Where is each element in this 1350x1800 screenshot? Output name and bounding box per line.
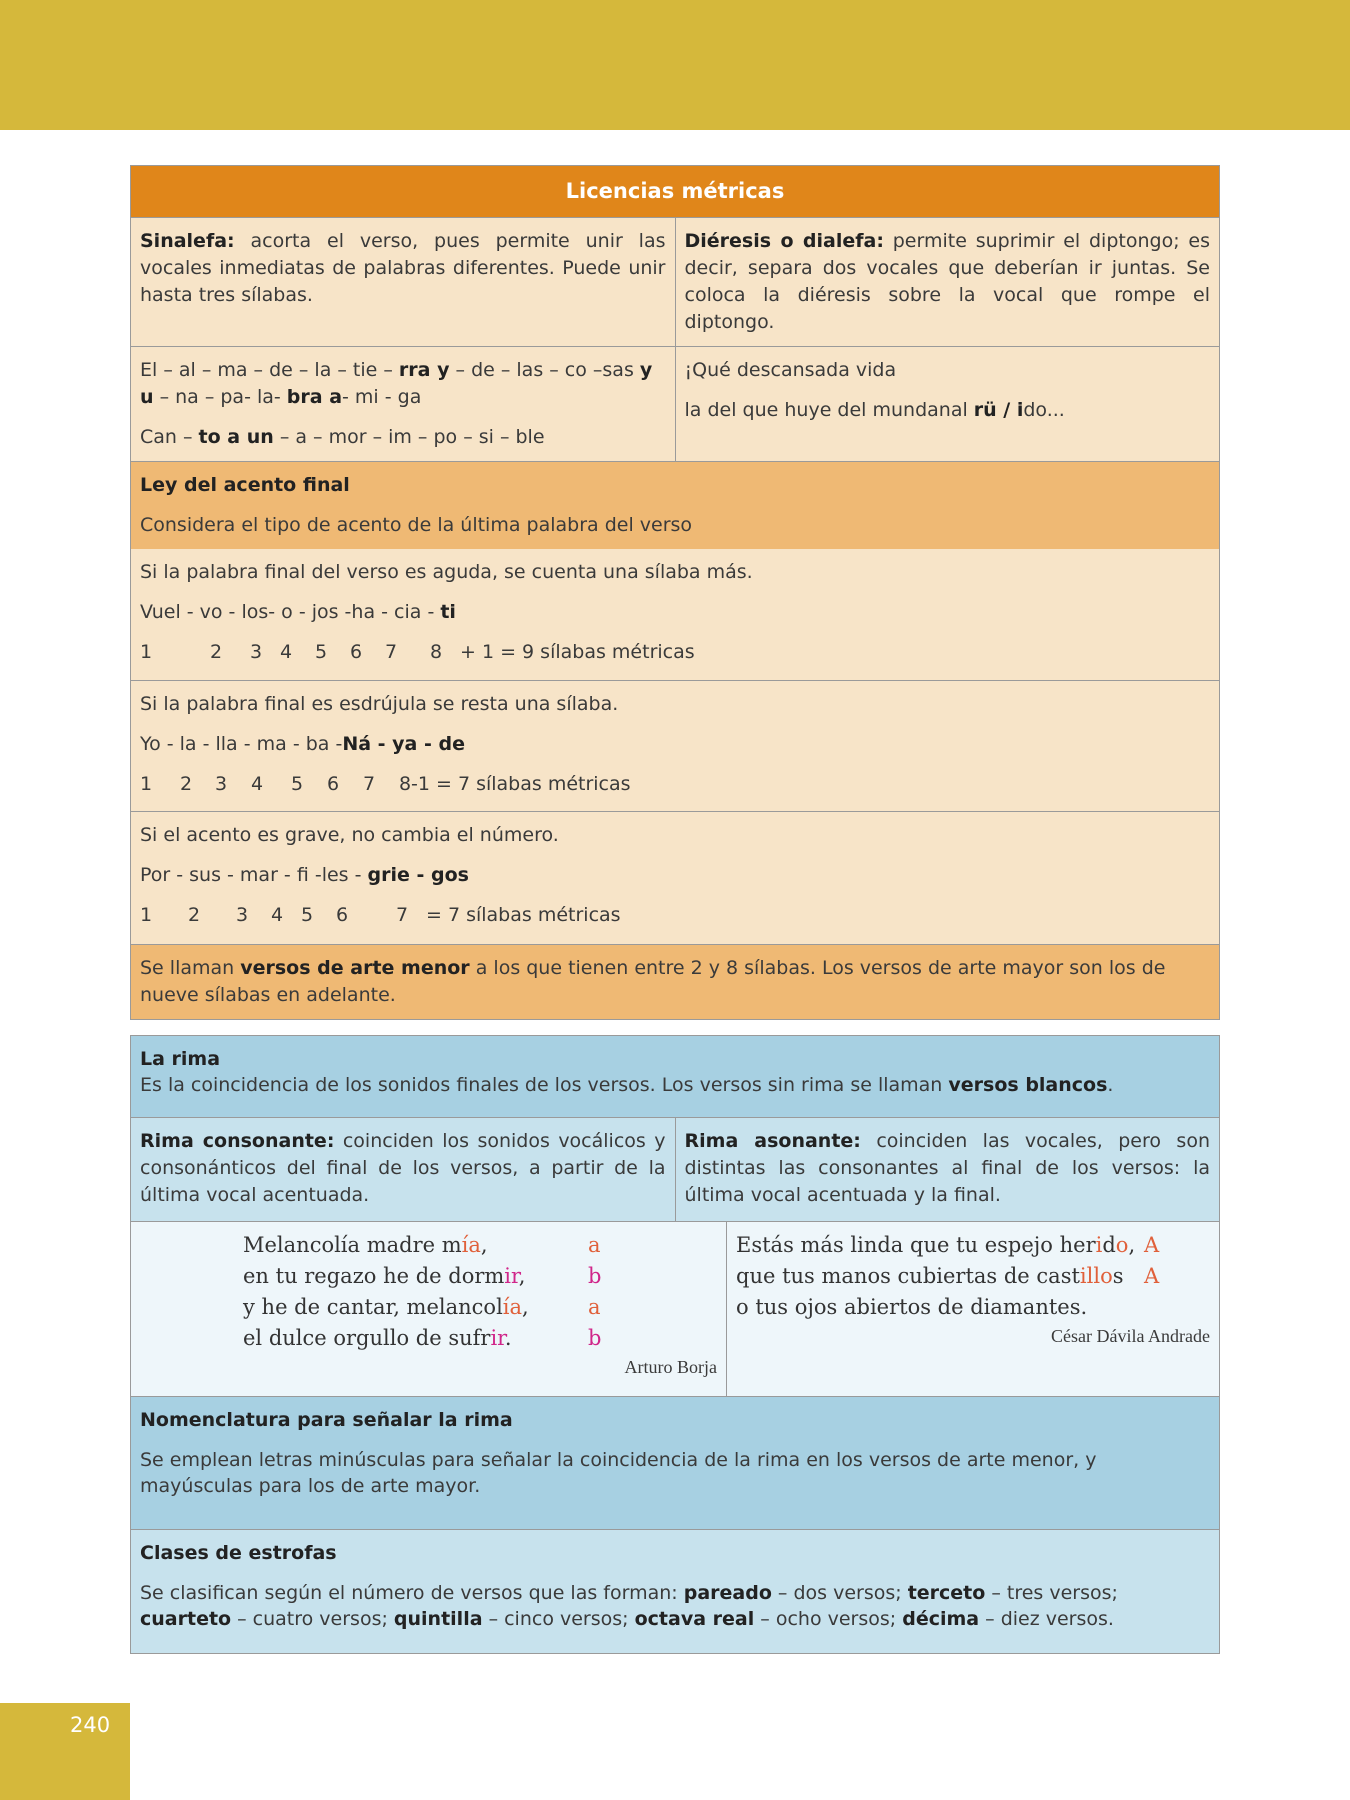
poem-consonante: Melancolía madre mía, a en tu regazo he de dormir, b y he de cantar, melancolía, a el dulce orgullo de sufrir. b Arturo Borja [131,1222,727,1396]
arte-menor-note: Se llaman versos de arte menor a los que tienen entre 2 y 8 sílabas. Los versos de arte mayor son los de nueve sílabas en adelante. [131,944,1219,1019]
rima-table [130,1035,1220,1654]
syllable-number: 1 [140,773,153,795]
syllable-number: 2 [180,773,193,795]
acento-case: Si el acento es grave, no cambia el número. Por - sus - mar - fi -les - grie - gos 1 2 3 4 5 6 7 = 7 sílabas métricas [131,811,1219,944]
syllable-number: 1 [140,904,153,926]
syllable-number: 5 [301,904,314,926]
poem-line: el dulce orgullo de sufrir. b [243,1323,717,1354]
syllable-number: 5 [315,641,328,663]
nomenclatura-section: Nomenclatura para señalar la rima Se emplean letras minúsculas para señalar la coincidencia de la rima en los versos de arte menor, y mayúsculas para los de arte mayor. [131,1396,1219,1529]
dieresis-cell: Diéresis o dialefa: permite suprimir el diptongo; es decir, separa dos vocales que deberían ir juntas. Se coloca la diéresis sobre la vocal que rompe el diptongo. [684,230,1211,333]
rima-asonante-cell: Rima asonante: coinciden las vocales, pero son distintas las consonantes al final de los versos: la última vocal acentuada y la final. [684,1130,1210,1206]
syllable-number: 8 [430,641,443,663]
syllable-number: 4 [251,773,264,795]
sinalefa-cell: Sinalefa: acorta el verso, pues permite unir las vocales inmediatas de palabras diferentes. Puede unir hasta tres sílabas. [131,218,676,346]
syllable-number: 5 [291,773,304,795]
syllable-number: 2 [188,904,201,926]
rhyme-letter: a [588,1233,601,1257]
rhyme-letter: A [1144,1264,1160,1288]
syllable-number: 3 [250,641,263,663]
syllable-number: 4 [271,904,284,926]
rhyme-letter: b [588,1264,602,1288]
syllable-number: 2 [210,641,223,663]
syllable-number: 6 [336,904,349,926]
rhyme-letter: b [588,1326,602,1350]
poem-line: que tus manos cubiertas de castillos A [736,1261,1210,1292]
syllable-number: 3 [215,773,228,795]
poem-line: o tus ojos abiertos de diamantes. [736,1295,1088,1319]
syllable-number: 6 [350,641,363,663]
clases-estrofas-section: Clases de estrofas Se clasifican según el número de versos que las forman: pareado – dos versos; terceto – tres versos; cuarteto – cuatro versos; quintilla – cinco versos; octava real – ocho versos; décima – diez versos. [131,1529,1219,1653]
syllable-number: 3 [236,904,249,926]
syllable-number: 4 [280,641,293,663]
table-title: Licencias métricas [131,166,1219,217]
rima-consonante-cell: Rima consonante: coinciden los sonidos vocálicos y consonánticos del final de los versos, a partir de la última vocal acentuada. [131,1118,676,1221]
sinalefa-examples: El – al – ma – de – la – tie – rra y – de – las – co –sas y u – na – pa- la- bra a- mi - ga Can – to a un – a – mor – im – po – si – ble [131,347,676,461]
poem-line: Melancolía madre mía, a [243,1230,717,1261]
syllable-number: 7 [385,641,398,663]
syllable-number: 7 [363,773,376,795]
acento-case: Si la palabra final del verso es aguda, se cuenta una sílaba más. Vuel - vo - los- o - jos -ha - cia - ti 1 2 3 4 5 6 7 8 + 1 = 9 sílabas métricas [131,549,1219,680]
poem-line: Estás más linda que tu espejo herido, A [736,1230,1210,1261]
la-rima-header: La rima Es la coincidencia de los sonidos finales de los versos. Los versos sin rima se llaman versos blancos. [131,1036,1219,1117]
syllable-number: 8 [399,773,412,795]
header-band [0,0,1350,130]
acento-case: Si la palabra final es esdrújula se resta una sílaba. Yo - la - lla - ma - ba -Ná - ya - de 1 2 3 4 5 6 7 8-1 = 7 sílabas métricas [131,680,1219,811]
page-number: 240 [0,1703,130,1800]
syllable-number: 6 [327,773,340,795]
rhyme-letter: a [588,1295,601,1319]
ley-acento-header: Ley del acento final Considera el tipo de acento de la última palabra del verso [131,461,1219,549]
syllable-number: 7 [396,904,409,926]
dieresis-examples: ¡Qué descansada vida la del que huye del mundanal rü / ido... [684,359,1065,421]
poem-line: y he de cantar, melancolía, a [243,1292,717,1323]
poem-line: en tu regazo he de dormir, b [243,1261,717,1292]
poem-asonante: Estás más linda que tu espejo herido, A que tus manos cubiertas de castillos A o tus ojos abiertos de diamantes. César Dávila Andrade [727,1222,1219,1396]
rhyme-letter: A [1144,1233,1160,1257]
syllable-number: 1 [140,641,153,663]
licencias-metricas-table [130,165,1220,1020]
